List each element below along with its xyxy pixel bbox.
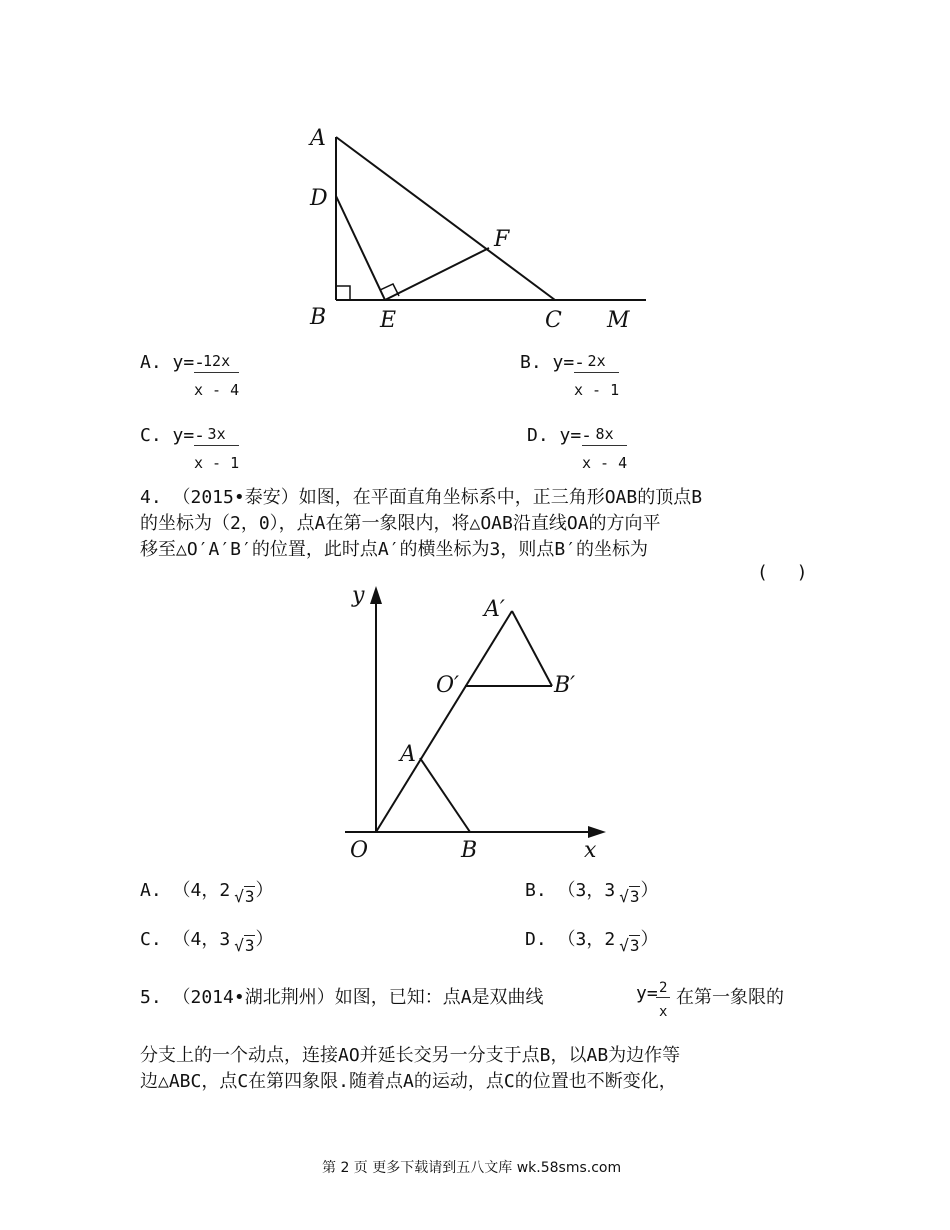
radical-icon: √ xyxy=(234,936,244,955)
q5-line-1 xyxy=(140,983,544,1009)
fraction-numerator: 3x xyxy=(194,425,239,446)
sqrt xyxy=(619,887,640,906)
radical-icon: √ xyxy=(234,887,244,906)
q5-line-1-prefix: 5. （2014•湖北荆州）如图，已知：点A是双曲线 xyxy=(140,987,544,1008)
option-a-prefix: A. y=- xyxy=(140,352,206,373)
option-b-prefix: B. y=- xyxy=(520,352,586,373)
q4-option-a-prefix: A. （4，2 xyxy=(140,880,231,901)
label-m: M xyxy=(607,308,630,333)
q4-option-b-prefix: B. （3，3 xyxy=(525,880,616,901)
radicand: 3 xyxy=(629,936,640,955)
sqrt xyxy=(234,936,255,955)
segment-a-prime-b-prime xyxy=(512,611,552,686)
fraction-numerator: 2 xyxy=(656,980,670,998)
fraction-denominator: x - 1 xyxy=(574,381,620,399)
q4-option-b xyxy=(525,876,659,906)
label-a: A xyxy=(400,742,416,767)
q4-option-c-prefix: C. （4，3 xyxy=(140,929,231,950)
q4-option-d-suffix: ） xyxy=(640,929,659,950)
q5-equation-prefix: y= xyxy=(636,983,658,1004)
fraction-numerator: 12x xyxy=(194,352,239,373)
label-x: x xyxy=(584,838,597,863)
q4-line-1: 4. （2015•泰安）如图，在平面直角坐标系中，正三角形OAB的顶点B xyxy=(140,487,703,508)
label-d: D xyxy=(310,186,328,211)
q4-option-a xyxy=(140,876,274,906)
radicand: 3 xyxy=(244,936,255,955)
label-e: E xyxy=(380,308,397,333)
q4-option-a-suffix: ） xyxy=(255,880,274,901)
fraction-denominator: x - 4 xyxy=(582,454,628,472)
y-axis-arrow-icon xyxy=(370,586,382,604)
q4-option-d-prefix: D. （3，2 xyxy=(525,929,616,950)
radicand: 3 xyxy=(629,887,640,906)
q4-option-d xyxy=(525,925,659,955)
label-f: F xyxy=(494,227,510,252)
segment-ab xyxy=(420,758,470,832)
x-axis-arrow-icon xyxy=(588,826,606,838)
fraction-denominator: x xyxy=(659,1004,668,1020)
q4-option-c-suffix: ） xyxy=(255,929,274,950)
q4-option-b-suffix: ） xyxy=(640,880,659,901)
option-c-prefix: C. y=- xyxy=(140,425,206,446)
option-d-prefix: D. y=- xyxy=(527,425,593,446)
answer-blank: ( ) xyxy=(757,562,808,583)
label-b: B xyxy=(310,305,327,330)
radicand: 3 xyxy=(244,887,255,906)
q4-option-c xyxy=(140,925,274,955)
q4-line-2: 的坐标为（2，0），点A在第一象限内，将△OAB沿直线OA的方向平 xyxy=(140,513,661,534)
label-b-prime: B′ xyxy=(554,673,576,698)
q5-line-1-suffix: 在第一象限的 xyxy=(676,987,784,1008)
sqrt xyxy=(234,887,255,906)
label-y: y xyxy=(352,583,365,608)
radical-icon: √ xyxy=(619,887,629,906)
radical-icon: √ xyxy=(619,936,629,955)
q5-line-2: 分支上的一个动点，连接AO并延长交另一分支于点B，以AB为边作等 xyxy=(140,1045,681,1066)
page-footer: 第 2 页 更多下载请到五八文库 wk.58sms.com xyxy=(322,1160,622,1176)
fraction-numerator: 8x xyxy=(582,425,627,446)
fraction-denominator: x - 1 xyxy=(194,454,240,472)
fraction-numerator: 2x xyxy=(574,352,619,373)
label-b: B xyxy=(461,838,478,863)
line-oa-extended xyxy=(376,611,512,832)
label-o-prime: O′ xyxy=(436,673,460,698)
sqrt xyxy=(619,936,640,955)
q5-line-3: 边△ABC，点C在第四象限.随着点A的运动，点C的位置也不断变化， xyxy=(140,1071,677,1092)
label-a-prime: A′ xyxy=(484,597,505,622)
label-c: C xyxy=(545,308,562,333)
label-o: O xyxy=(350,838,369,863)
q4-line-3: 移至△O′A′B′的位置，此时点A′的横坐标为3，则点B′的坐标为 xyxy=(140,539,649,560)
q5-equation-fraction xyxy=(656,980,670,1020)
label-a: A xyxy=(310,126,326,151)
fraction-denominator: x - 4 xyxy=(194,381,240,399)
